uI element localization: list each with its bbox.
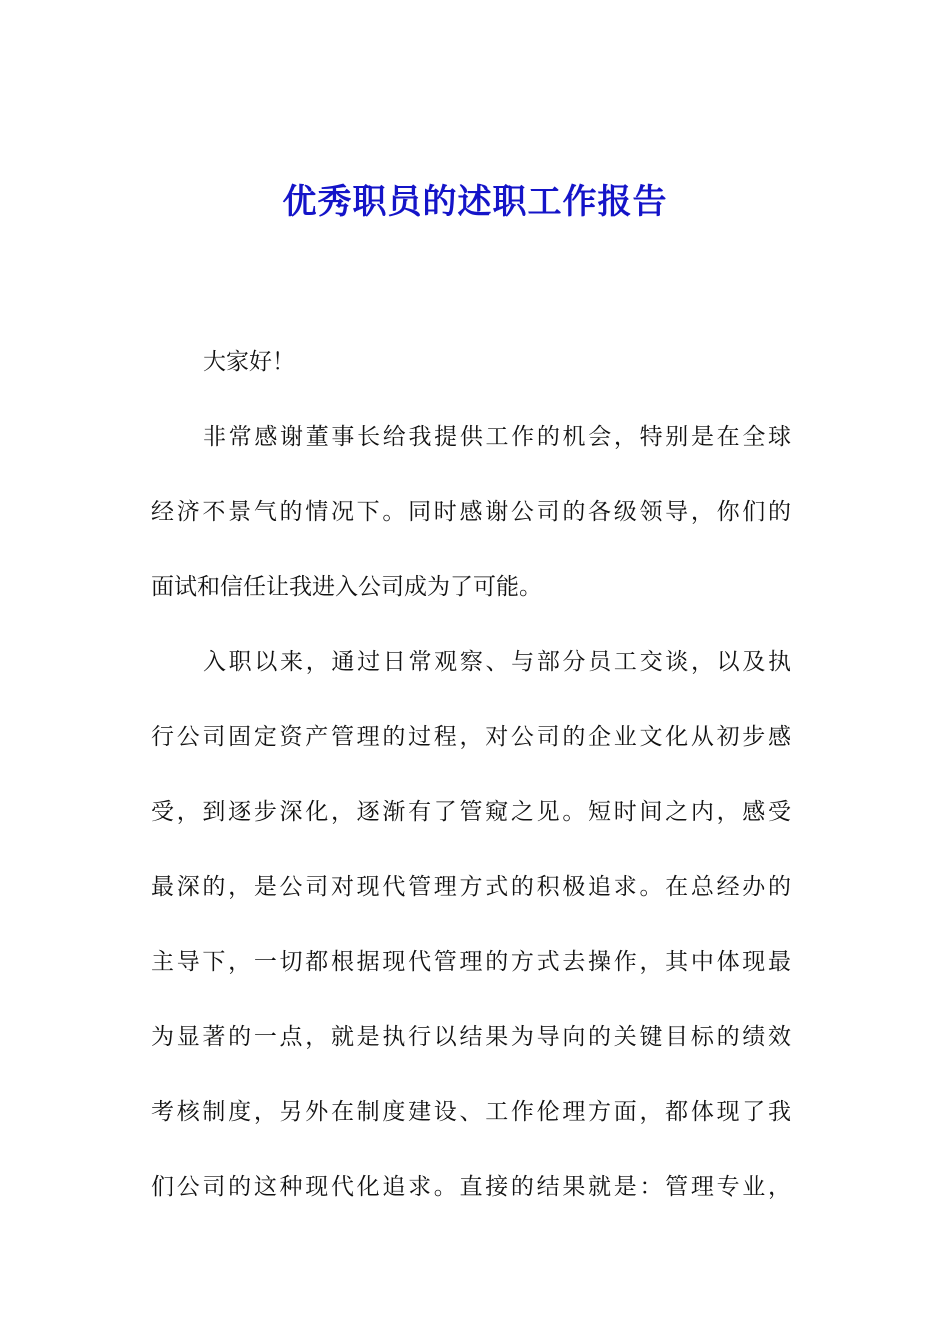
text-line: 考核制度，另外在制度建设、工作伦理方面，都体现了我 [151,1099,791,1125]
paragraph-observations [151,625,791,1225]
text-line: 主导下，一切都根据现代管理的方式去操作，其中体现最 [151,949,791,975]
text-line: 最深的，是公司对现代管理方式的积极追求。在总经办的 [151,874,791,900]
document-body [151,325,791,1225]
text-line: 大家好！ [203,349,295,375]
text-line: 行公司固定资产管理的过程，对公司的企业文化从初步感 [151,724,791,750]
paragraph-greeting [151,325,791,400]
text-line: 非常感谢董事长给我提供工作的机会，特别是在全球 [203,424,791,450]
paragraph-thanks [151,400,791,625]
text-line: 受，到逐步深化，逐渐有了管窥之见。短时间之内，感受 [151,799,791,825]
document-title: 优秀职员的述职工作报告 [282,182,668,222]
text-line: 面试和信任让我进入公司成为了可能。 [151,574,542,600]
text-line: 经济不景气的情况下。同时感谢公司的各级领导，你们的 [151,499,791,525]
text-line: 为显著的一点，就是执行以结果为导向的关键目标的绩效 [151,1024,791,1050]
text-line: 入职以来，通过日常观察、与部分员工交谈，以及执 [203,649,791,675]
text-line: 们公司的这种现代化追求。直接的结果就是：管理专业， [151,1174,791,1200]
